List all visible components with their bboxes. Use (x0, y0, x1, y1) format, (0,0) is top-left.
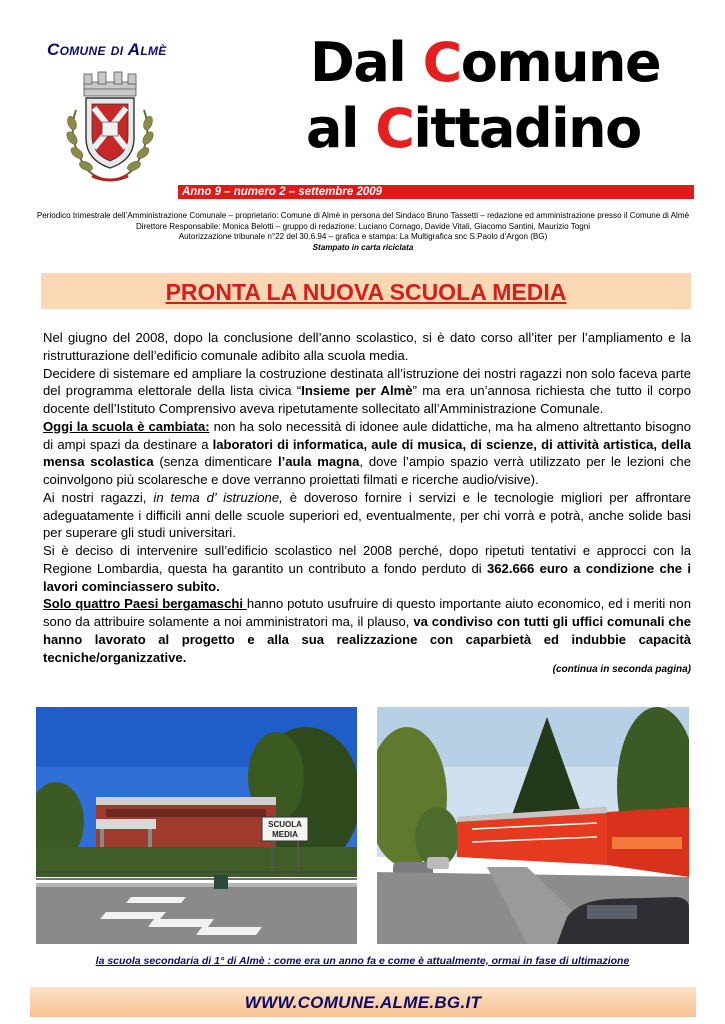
text-run: Si è deciso di intervenire sull’edificio scolastico nel 2008 perché, dopo ripetuti tentativi e approcci con la Regione Lombardia, questa ha garantito un contributo a fondo perduto di (43, 543, 691, 576)
article-headline: PRONTA LA NUOVA SCUOLA MEDIA (165, 279, 567, 305)
text-run: Decidere di sistemare ed ampliare la costruzione destinata all’istruzione dei nostri ragazzi non solo faceva parte del programma elettorale della lista civica “ (43, 365, 691, 399)
text-run: hanno potuto usufruire di questo importante aiuto economico, ed i meriti non sono da attribuire solamente a noi amministratori ma, il plauso, (43, 596, 691, 629)
recycled-note: Stampato in carta riciclata (312, 242, 414, 252)
photo-school-before (36, 707, 357, 944)
text-run: è doveroso fornire i servizi e le tecnologie migliori per affrontare adeguatamente i difficili anni delle scuole superiori ed, eventualmente, per chi vorrà e potrà, anche solide basi per superare gli studi universitari. (43, 489, 691, 541)
comune-name: Comune di Almè (47, 40, 167, 59)
photo-school-after (377, 707, 689, 944)
text-run-italic: in tema d’ istruzione, (153, 489, 283, 505)
imprint (30, 211, 696, 253)
paragraph (43, 365, 691, 418)
text-run-bold: Insieme per Almè (301, 383, 413, 399)
text-run: (senza dimenticare (153, 454, 278, 470)
text-run: ” ma era un’annosa richiesta che tutto il corpo docente dell’Istituto Comprensivo aveva ripetutamente sollecitato all’Amministrazione Comunale. (43, 383, 691, 416)
text-run: Ai nostri ragazzi, (43, 489, 154, 505)
text-run-bold: l’aula magna (277, 454, 360, 470)
sign-text: SCUOLA (268, 820, 302, 829)
imprint-line: Direttore Responsabile: Monica Belotti – gruppo di redazione: Luciano Cornago, Davide Vitali, Giacomo Santini, Maurizio Togni (135, 221, 591, 231)
text-run-bold: laboratori di informatica, aule di musica, di scienze, di attività artistica, della mensa scolastica (43, 436, 691, 470)
paragraph (43, 418, 691, 489)
masthead-word: omune (460, 31, 661, 94)
photo-caption: la scuola secondaria di 1° di Almè : come era un anno fa e come è attualmente, ormai in fase di ultimazione (95, 955, 630, 967)
article-body (43, 329, 691, 666)
masthead-line-2 (306, 96, 641, 162)
masthead-initial: C (375, 97, 414, 160)
issue-bar: Anno 9 – numero 2 – settembre 2009 (178, 185, 694, 199)
masthead-word: al (306, 97, 376, 160)
text-run-bold-underline: Solo quattro Paesi bergamaschi (43, 596, 247, 612)
continued-note: (continua in seconda pagina) (552, 664, 691, 675)
imprint-line: Autorizzazione tribunale n°22 del 30.6.94 – grafica e stampa: La Multigrafica snc S.Paolo d’Argon (BG) (178, 232, 548, 241)
masthead-word: Dal (310, 31, 423, 94)
imprint-line: Periodico trimestrale dell’Amministrazione Comunale – proprietario: Comune di Almè in persona del Sindaco Bruno Tassetti – redazione ed amministrazione presso il Comune di Almè (36, 211, 690, 220)
text-run-bold-underline: Oggi la scuola è cambiata: (43, 418, 210, 434)
footer-bar (30, 987, 696, 1017)
masthead-initial: C (422, 31, 461, 94)
paragraph (43, 489, 691, 542)
masthead-line-1 (310, 30, 660, 96)
text-run: non ha solo necessità di idonee aule didattiche, ma ha almeno altrettanto bisogno di ampi spazi da destinare a (43, 418, 691, 452)
coat-of-arms-icon (62, 68, 158, 186)
masthead-word: ittadino (413, 97, 641, 160)
sign-text: MEDIA (272, 830, 298, 839)
headline-box (41, 273, 691, 309)
text-run-bold: va condiviso con tutti gli uffici comunali che hanno lavorato al progetto e alla sua realizzazione con caparbietà ed indubbie capacità tecniche/organizzative. (43, 614, 691, 665)
paragraph (43, 595, 691, 666)
text-run-bold: 362.666 euro a condizione che i lavori cominciassero subito. (43, 560, 691, 594)
website-link[interactable]: WWW.COMUNE.ALME.BG.IT (244, 993, 482, 1012)
paragraph (43, 542, 691, 595)
text-run: , dove l’ampio spazio verrà utilizzato per le lezioni che coinvolgono più scolaresche e dove verranno proiettati filmati e ricerche audio/visive). (43, 454, 691, 487)
paragraph: Nel giugno del 2008, dopo la conclusione dell’anno scolastico, si è dato corso all’iter per l’ampliamento e la ristrutturazione dell’edificio comunale adibito alla scuola media. (43, 330, 691, 363)
